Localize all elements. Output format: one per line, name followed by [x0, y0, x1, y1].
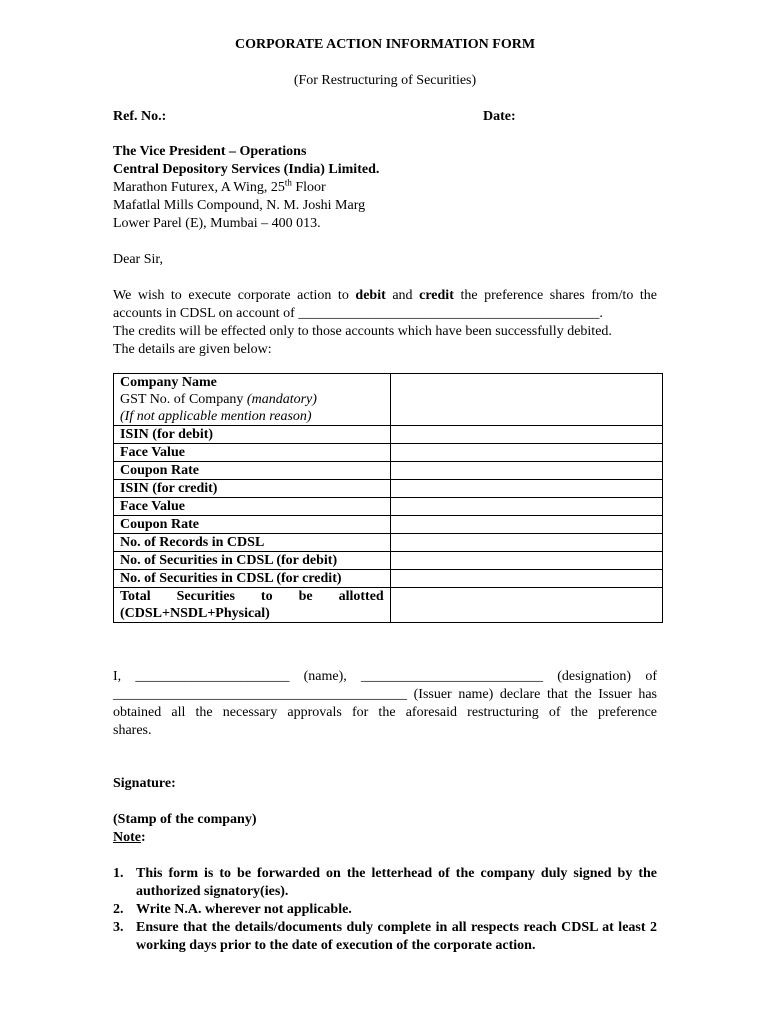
table-row — [114, 534, 663, 552]
note-text: Ensure that the details/documents duly complete in all respects reach CDSL at least 2 working days prior to the date of execution of the corporate action. — [136, 920, 657, 953]
coupon-rate-debit-label: Coupon Rate — [114, 462, 391, 480]
date-label: Date: — [483, 109, 516, 124]
note-number: 2. — [113, 902, 124, 917]
address-building-text: Marathon Futurex, A Wing, 25 — [113, 180, 285, 195]
address-floor-text: Floor — [291, 180, 326, 195]
records-label: No. of Records in CDSL — [114, 534, 391, 552]
declaration-line: shares. — [113, 723, 152, 738]
address-line-city: Lower Parel (E), Mumbai – 400 013. — [113, 216, 321, 231]
face-value-credit-label: Face Value — [114, 498, 391, 516]
face-value-debit-field[interactable] — [390, 444, 662, 462]
table-row — [114, 444, 663, 462]
company-name-label: Company Name — [120, 375, 217, 390]
note-text: Write N.A. wherever not applicable. — [136, 902, 352, 917]
table-row — [114, 588, 663, 623]
table-row — [114, 480, 663, 498]
notes-list — [113, 865, 657, 955]
table-label-cell — [114, 374, 391, 426]
intro-debit-word: debit — [355, 288, 386, 303]
signature-label: Signature: — [113, 776, 176, 791]
intro-credit-word: credit — [419, 288, 454, 303]
form-title: CORPORATE ACTION INFORMATION FORM — [234, 37, 536, 52]
intro-credit-note: The credits will be effected only to those accounts which have been successfully debited. — [113, 324, 612, 339]
note-heading — [113, 829, 146, 847]
gst-note: (If not applicable mention reason) — [120, 409, 312, 424]
table-row — [114, 426, 663, 444]
address-line-building — [113, 179, 379, 197]
total-securities-field[interactable] — [390, 588, 662, 623]
company-name-field[interactable] — [390, 374, 662, 426]
address-floor-suffix: th — [284, 177, 292, 188]
address-line-recipient: The Vice President – Operations — [113, 144, 307, 159]
note-item — [113, 865, 657, 901]
table-row — [114, 462, 663, 480]
securities-debit-field[interactable] — [390, 552, 662, 570]
table-row — [114, 374, 663, 426]
securities-credit-field[interactable] — [390, 570, 662, 588]
address-line-company: Central Depository Services (India) Limited. — [113, 162, 380, 177]
note-item — [113, 901, 657, 919]
note-text: This form is to be forwarded on the letterhead of the company duly signed by the authorized signatory(ies). — [136, 866, 657, 899]
securities-credit-label: No. of Securities in CDSL (for credit) — [114, 570, 391, 588]
face-value-debit-label: Face Value — [114, 444, 391, 462]
note-number: 3. — [113, 920, 124, 935]
coupon-rate-credit-field[interactable] — [390, 516, 662, 534]
stamp-label: (Stamp of the company) — [113, 812, 257, 827]
isin-debit-field[interactable] — [390, 426, 662, 444]
declaration-line: I, ______________________ (name), __________________________ (designation) of — [113, 669, 657, 684]
total-securities-sublabel: (CDSL+NSDL+Physical) — [120, 606, 270, 621]
isin-credit-label: ISIN (for credit) — [114, 480, 391, 498]
salutation: Dear Sir, — [113, 252, 163, 267]
gst-label — [120, 391, 384, 408]
gst-label-text: GST No. of Company — [120, 392, 247, 407]
coupon-rate-debit-field[interactable] — [390, 462, 662, 480]
declaration-line: __________________________________________ (Issuer name) declare that the Issuer has — [113, 687, 657, 702]
declaration-line: obtained all the necessary approvals for the aforesaid restructuring of the preference — [113, 705, 657, 720]
gst-mandatory-text: (mandatory) — [246, 392, 317, 407]
intro-text-part: We wish to execute corporate action to — [113, 288, 356, 303]
table-row — [114, 570, 663, 588]
details-table — [113, 373, 663, 623]
table-row — [114, 498, 663, 516]
address-block — [113, 143, 379, 233]
declaration-paragraph — [113, 668, 657, 740]
intro-text-part: and — [385, 288, 420, 303]
total-securities-label: Total Securities to be allotted — [120, 589, 384, 604]
note-colon: : — [141, 830, 146, 845]
ref-no-label: Ref. No.: — [113, 109, 167, 124]
isin-credit-field[interactable] — [390, 480, 662, 498]
intro-text — [113, 287, 657, 323]
table-row — [114, 552, 663, 570]
records-field[interactable] — [390, 534, 662, 552]
note-item — [113, 919, 657, 955]
address-line-street: Mafatlal Mills Compound, N. M. Joshi Marg — [113, 198, 366, 213]
form-subtitle: (For Restructuring of Securities) — [293, 73, 477, 88]
coupon-rate-credit-label: Coupon Rate — [114, 516, 391, 534]
isin-debit-label: ISIN (for debit) — [114, 426, 391, 444]
note-number: 1. — [113, 866, 124, 881]
face-value-credit-field[interactable] — [390, 498, 662, 516]
total-securities-label-cell — [114, 588, 391, 623]
note-label: Note — [113, 830, 141, 845]
intro-paragraph — [113, 287, 657, 359]
intro-text-part: the preference shares from/to the accounts in CDSL on account of ___________________________________________. — [113, 288, 657, 321]
intro-details-line: The details are given below: — [113, 342, 272, 357]
table-row — [114, 516, 663, 534]
securities-debit-label: No. of Securities in CDSL (for debit) — [114, 552, 391, 570]
